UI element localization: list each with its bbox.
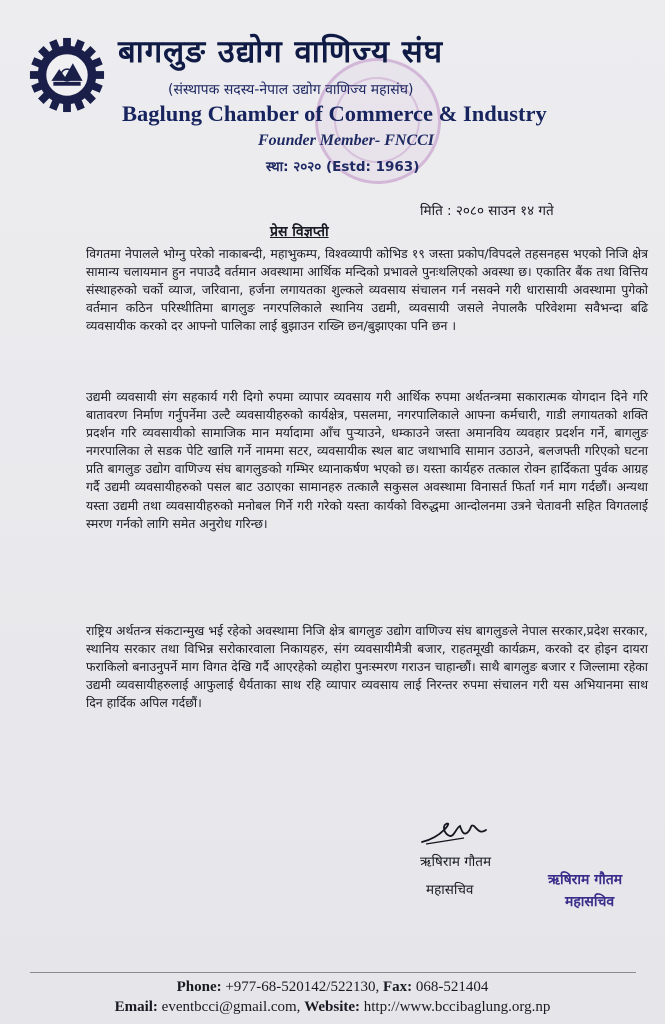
letter-date: मिति : २०८० साउन १४ गते: [420, 203, 554, 219]
body-paragraph: राष्ट्रिय अर्थतन्त्र संकटान्मुख भई रहेको अवस्थामा निजि क्षेत्र बागलुङ उद्योग वाणिज्य संघ बागलुङले नेपाल सरकार,प्रदेश सरकार, स्थानिय सरकार तथा विभिन्न सरोकारवाला निकायहरु, संग व्यवसायीमैत्री बजार, राहतमूखी कार्यक्रम, करको दर होइन दायरा फराकिलो बनाउनुपर्ने माग विगत देखि गर्दै आएरहेको व्यहोरा पुनःस्मरण गराउन चाहान्छौं। साथै बागलुङ बजार र जिल्लामा रहेका उद्यमी व्यवसायीहरुलाई आफुलाई धैर्यताका साथ रहि व्यापार व्यवसाय लाई निरन्तर रुपमा संचालन गरी यस अभियानमा साथ दिन हार्दिक अपिल गर्दछौं।: [86, 623, 648, 711]
org-name-nepali: बागलुङ उद्योग वाणिज्य संघ: [118, 34, 444, 70]
letter-heading: प्रेस विज्ञप्ती: [270, 224, 329, 240]
phone-label: Phone:: [176, 979, 222, 995]
handwritten-signature-icon: [420, 818, 490, 846]
gear-emblem-icon: [28, 36, 106, 114]
fax-label: Fax:: [382, 979, 413, 995]
established-year: स्था: २०२० (Estd: 1963): [266, 159, 420, 175]
org-subtitle-nepali: (संस्थापक सदस्य-नेपाल उद्योग वाणिज्य महासंघ): [168, 82, 414, 98]
email-link[interactable]: eventbcci@gmail.com,: [161, 999, 301, 1015]
body-paragraph: उद्यमी व्यवसायी संग सहकार्य गरी दिगो रुपमा व्यापार व्यवसाय गरी आर्थिक रुपमा अर्थतन्त्रमा सकारात्मक योगदान दिने गरि बातावरण निर्माण गर्नुपर्नेमा उल्टै व्यवसायीहरुको कार्यक्षेत्र, पसलमा, नगरपालिकाले आफ्ना कर्मचारी, गाडी लगायतको शक्ति प्रदर्शन गरि व्यवसायीको सामाजिक मान मर्यादामा आँच पुर्‍याउने, धम्काउने जस्ता अमानविय व्यवहार प्रदर्शन गर्ने, बागलुङ नगरपालिका ले सडक पेटि खालि गर्ने नाममा सटर, व्यवसायीक स्थल बाट जथाभावि सामान उठाउने, बलजफ्ती गरिएको घटना प्रति बागलुङ उद्योग वाणिज्य संघ बागलुङको गम्भिर ध्यानाकर्षण भएको छ। यस्ता कार्यहरु तत्काल रोक्न हार्दिकता पुर्वक आग्रह गर्दै उद्यमी व्यवसायीहरुको पसल बाट उठाएका सामानहरु तत्कालै सकुसल अवस्थामा विनासर्त फिर्ता गर्न माग गर्दछौं। अन्यथा यस्ता उद्यमी तथा व्यवसायीहरुको मनोबल गिर्ने गरी गरेको यस्ता कार्यको विरुद्धमा आन्दोलनमा उत्रने चेतावनी सहित विगतलाई स्मरण गर्नको लागि समेत अनुरोध गरिन्छ।: [86, 389, 648, 531]
email-label: Email:: [114, 999, 158, 1015]
signatory-title: महासचिव: [426, 882, 474, 898]
footer-contact-line: [0, 979, 665, 996]
seal-stamp-name: ऋषिराम गौतम: [548, 872, 623, 888]
phone-value: +977-68-520142/522130,: [225, 979, 380, 995]
body-paragraph: विगतमा नेपालले भोग्नु परेको नाकाबन्दी, महाभुकम्प, विश्वव्यापी कोभिड १९ जस्ता प्रकोप/विपदले तहसनहस भएको निजि क्षेत्र सामान्य चलायमान हुन नपाउदै वर्तमान अवस्थामा आर्थिक मन्दिको प्रभावले पुनःथलिएको अवस्था छ। एकातिर बैंक तथा वित्तिय संस्थाहरुको चर्को व्याज, जरिवाना, हर्जना लगायतका शुल्कले व्यवसाय संचालन गर्न नसक्ने गरी धारासायी अवस्थामा पुगेको वर्तमान कठिन परिस्थीतिमा बागलुङ नगरपलिकाले स्थानिय उद्यमी, व्यवसायी जसले नेपालकै परिवेशमा सवैभन्दा बढि व्यवसायीक करको दर आफ्नो पालिका लाई बुझाउन राख्नि छन/बुझाएका पनि छन ।: [86, 246, 648, 334]
footer-divider: [30, 972, 636, 973]
signatory-name: ऋषिराम गौतम: [420, 854, 492, 870]
founder-member-line: Founder Member- FNCCI: [258, 132, 435, 149]
seal-stamp-title: महासचिव: [565, 894, 615, 910]
website-label: Website:: [304, 999, 361, 1015]
fax-value: 068-521404: [415, 979, 489, 995]
website-link[interactable]: http://www.bccibaglung.org.np: [363, 999, 551, 1015]
org-name-english: Baglung Chamber of Commerce & Industry: [122, 101, 547, 126]
footer-web-line: [0, 999, 665, 1016]
